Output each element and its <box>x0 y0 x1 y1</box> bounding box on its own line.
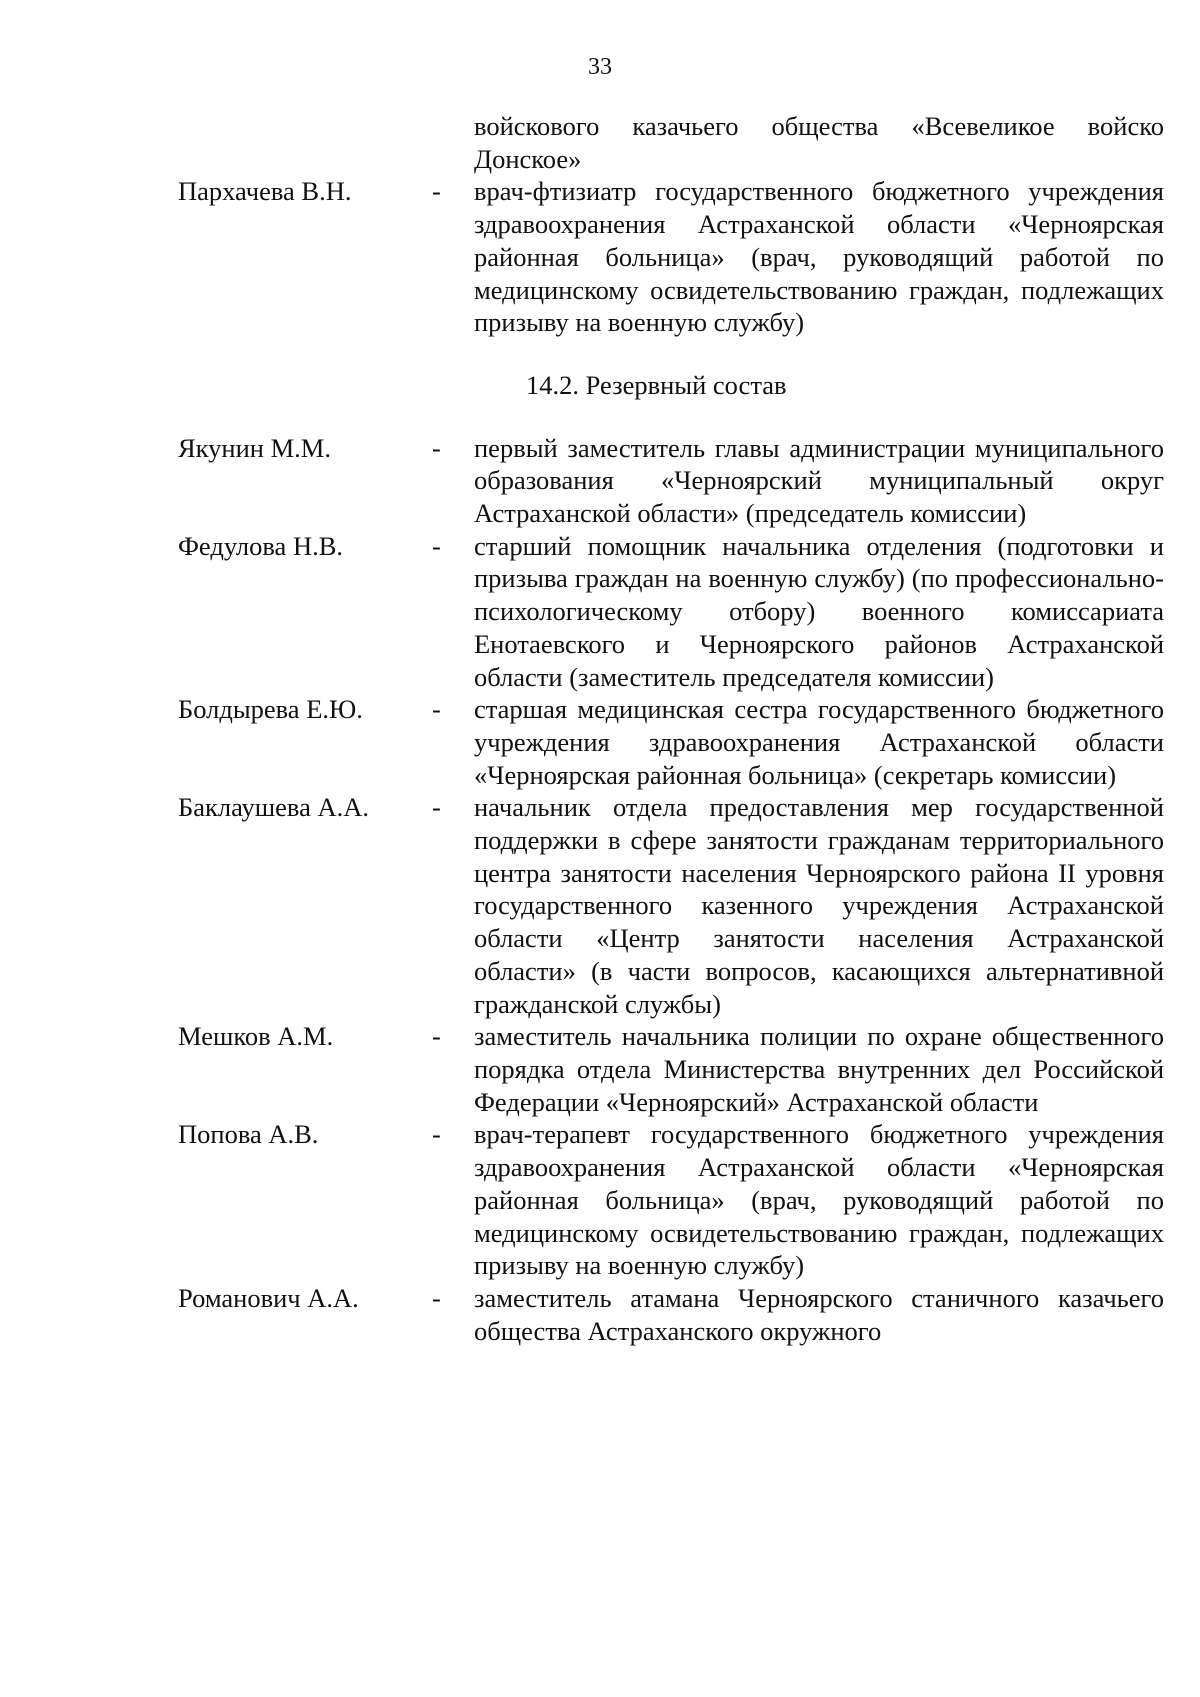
document-body <box>178 110 1178 1347</box>
member-entry <box>178 693 1178 791</box>
member-dash: - <box>432 1119 441 1150</box>
member-description: заместитель атамана Черноярского станичного казачьего общества Астраханского окружного <box>474 1282 1164 1346</box>
member-description: старшая медицинская сестра государственного бюджетного учреждения здравоохранения Астраханской области «Черноярская районная больница» (секретарь комиссии) <box>474 694 1164 790</box>
member-name: Якунин М.М. <box>178 432 331 463</box>
member-name: Пархачева В.Н. <box>178 176 352 207</box>
member-name: Баклаушева А.А. <box>178 792 369 823</box>
member-entry <box>178 432 1178 530</box>
member-description: врач-терапевт государственного бюджетного учреждения здравоохранения Астраханской области «Черноярская районная больница» (врач, руководящий работой по медицинскому освидетельствованию граждан, подлежащих призыву на военную службу) <box>474 1119 1164 1281</box>
member-entry <box>178 175 1178 339</box>
member-dash: - <box>432 792 441 823</box>
section-title: 14.2. Резервный состав <box>526 369 787 400</box>
member-entry <box>178 1282 1178 1347</box>
member-dash: - <box>432 694 441 725</box>
member-description: врач-фтизиатр государственного бюджетного учреждения здравоохранения Астраханской области «Черноярская районная больница» (врач, руководящий работой по медицинскому освидетельствованию граждан, подлежащих призыву на военную службу) <box>474 176 1164 338</box>
member-name: Мешков А.М. <box>178 1021 334 1052</box>
member-entry <box>178 791 1178 1020</box>
member-dash: - <box>432 530 441 561</box>
member-description: старший помощник начальника отделения (подготовки и призыва граждан на военную службу) (по профессионально-психологическому отбору) военного комиссариата Енотаевского и Черноярского районов Астраханской области (заместитель председателя комиссии) <box>474 530 1164 692</box>
member-name: Федулова Н.В. <box>178 530 344 561</box>
continuation-entry <box>178 110 1178 175</box>
member-dash: - <box>432 176 441 207</box>
member-name: Романович А.А. <box>178 1282 359 1313</box>
member-entry <box>178 530 1178 694</box>
member-description: начальник отдела предоставления мер государственной поддержки в сфере занятости гражданам территориального центра занятости населения Черноярского района II уровня государственного казенного учреждения Астраханской области «Центр занятости населения Астраханской области» (в части вопросов, касающихся альтернативной гражданской службы) <box>474 792 1164 1019</box>
member-dash: - <box>432 1021 441 1052</box>
continuation-text: войскового казачьего общества «Всевеликое войско Донское» <box>474 111 1164 174</box>
member-description: заместитель начальника полиции по охране общественного порядка отдела Министерства внутренних дел Российской Федерации «Черноярский» Астраханской области <box>474 1021 1164 1117</box>
member-name: Попова А.В. <box>178 1119 319 1150</box>
member-description: первый заместитель главы администрации муниципального образования «Черноярский муниципальный округ Астраханской области» (председатель комиссии) <box>474 432 1164 529</box>
member-entry <box>178 1118 1178 1282</box>
member-entry <box>178 1020 1178 1118</box>
member-dash: - <box>432 432 441 463</box>
page-number: 33 <box>588 54 612 80</box>
member-dash: - <box>432 1282 441 1313</box>
member-name: Болдырева Е.Ю. <box>178 694 363 725</box>
